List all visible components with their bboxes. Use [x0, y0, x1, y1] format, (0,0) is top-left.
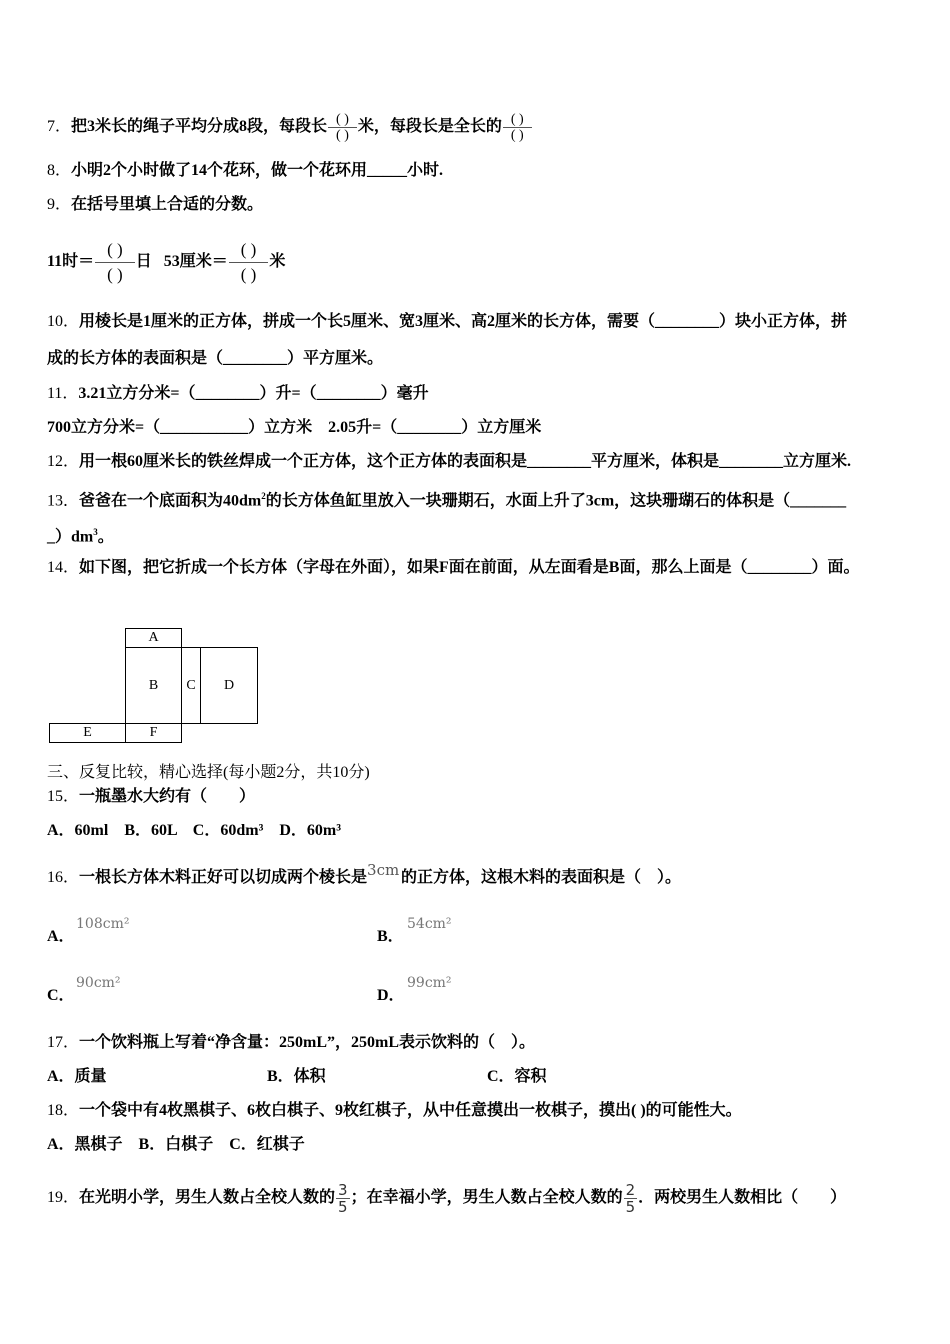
question-13-cont	[47, 522, 114, 547]
fraction	[624, 1182, 638, 1215]
question-16	[47, 861, 682, 888]
q-number: 12．	[47, 453, 80, 470]
question-10	[47, 312, 847, 332]
q13-text: 爸爸在一个底面积为40dm	[79, 492, 262, 510]
face-b: B	[125, 647, 182, 724]
fraction	[336, 1182, 350, 1215]
numerator: ( )	[95, 238, 135, 263]
question-7	[47, 112, 533, 143]
denominator: 5	[625, 1198, 636, 1216]
q10-text: 成的长方体的表面积是（________）平方厘米。	[47, 350, 384, 367]
superscript: 2	[261, 491, 266, 501]
numerator: ( )	[229, 238, 269, 263]
denominator: ( )	[510, 128, 524, 143]
numerator: ( )	[503, 112, 532, 128]
q11-text: 3.21立方分米=（________）升=（________）毫升	[78, 385, 429, 402]
q9-text: 在括号里填上合适的分数。	[71, 196, 264, 213]
q-number: 16．	[47, 869, 80, 886]
q17-option-b[interactable]: B．体积	[267, 1068, 326, 1085]
q8-text: 小明2个小时做了14个花环，做一个花环用_____小时.	[71, 162, 444, 179]
q10-text: 用棱长是1厘米的正方体，拼成一个长5厘米、宽3厘米、高2厘米的长方体，需要（________）块小正方体，拼	[79, 313, 848, 330]
option-value-image: 108cm²	[76, 916, 130, 932]
section-heading: 三、反复比较，精心选择(每小题2分，共10分)	[47, 764, 370, 781]
question-12	[47, 452, 851, 472]
q13-text: _）dm	[47, 528, 94, 546]
q-number: 11．	[47, 385, 79, 402]
face-f: F	[125, 723, 182, 743]
fraction-blank	[95, 238, 135, 287]
denominator: ( )	[336, 128, 349, 143]
q15-text: 一瓶墨水大约有（ ）	[79, 788, 256, 805]
q-number: 13．	[47, 492, 80, 510]
option-label: C．	[47, 987, 75, 1004]
question-8	[47, 161, 443, 181]
q17-option-a[interactable]: A．质量	[47, 1068, 107, 1085]
q12-text: 用一根60厘米长的铁丝焊成一个正方体，这个正方体的表面积是________平方厘米，体积是________立方厘米.	[79, 453, 852, 470]
numerator: 3	[338, 1181, 348, 1199]
question-13	[47, 486, 846, 511]
q-number: 19．	[47, 1189, 80, 1207]
face-e: E	[49, 723, 126, 743]
question-9-items	[47, 238, 285, 287]
numerator: ( )	[328, 112, 357, 128]
question-9	[47, 195, 263, 215]
option-label: A．	[47, 928, 75, 945]
q16-image-text: 3cm	[367, 861, 400, 879]
q14-text: 如下图，把它折成一个长方体（字母在外面），如果F面在前面，从左面看是B面，那么上面是（________）面。	[79, 559, 860, 576]
option-value-image: 90cm²	[76, 975, 121, 991]
q-number: 9．	[47, 196, 72, 213]
q-number: 7．	[47, 118, 72, 136]
question-17	[47, 1033, 535, 1053]
option-value-image: 99cm²	[407, 975, 452, 991]
question-15	[47, 787, 255, 807]
q16-option-c[interactable]	[47, 986, 75, 1006]
fraction-blank	[328, 112, 357, 143]
q13-text: 的长方体鱼缸里放入一块珊期石，水面上升了3cm，这块珊瑚石的体积是（_______	[265, 492, 847, 510]
q-number: 14．	[47, 559, 80, 576]
q11-text: 700立方分米=（___________）立方米 2.05升=（________）立方厘米	[47, 419, 542, 436]
superscript: 3	[93, 527, 98, 537]
q19-text: ；在幸福小学，男生人数占全校人数的	[350, 1189, 623, 1207]
denominator: 5	[338, 1198, 348, 1216]
q-number: 17．	[47, 1034, 80, 1051]
q9-unit: 日	[135, 253, 152, 271]
question-10-cont	[47, 349, 383, 369]
q16-text: 的正方体，这根木料的表面积是（ ）。	[401, 869, 682, 886]
q18-text: 一个袋中有4枚黑棋子、6枚白棋子、9枚红棋子，从中任意摸出一枚棋子，摸出( )的可能性大。	[79, 1102, 742, 1119]
face-a: A	[125, 628, 182, 648]
numerator: 2	[625, 1181, 636, 1199]
q-number: 8．	[47, 162, 72, 179]
q17-text: 一个饮料瓶上写着“净含量：250mL”，250mL表示饮料的（ ）。	[79, 1034, 536, 1051]
q19-text: ．两校男生人数相比（ ）	[638, 1189, 847, 1207]
q17-option-c[interactable]: C．容积	[487, 1068, 547, 1085]
q18-options: A．黑棋子 B．白棋子 C．红棋子	[47, 1136, 305, 1153]
denominator: ( )	[240, 265, 257, 284]
option-label: D．	[377, 987, 405, 1004]
question-18	[47, 1101, 742, 1121]
q15-options: A．60ml B．60L C．60dm³ D．60m³	[47, 822, 342, 839]
question-11-cont	[47, 418, 541, 438]
option-label: B．	[377, 928, 404, 945]
option-value-image: 54cm²	[407, 916, 452, 932]
question-14	[47, 558, 859, 578]
face-c: C	[181, 647, 201, 724]
q13-text: 。	[97, 528, 114, 546]
q9-b: 53厘米＝	[163, 253, 228, 271]
q7-text: 米，每段长是全长的	[357, 118, 502, 136]
denominator: ( )	[107, 265, 123, 284]
q16-text: 一根长方体木料正好可以切成两个棱长是	[79, 869, 368, 886]
question-11	[47, 384, 429, 404]
q9-a: 11时＝	[47, 253, 95, 271]
question-19	[47, 1182, 846, 1215]
q7-text: 把3米长的绳子平均分成8段，每段长	[71, 118, 328, 136]
q19-text: 在光明小学，男生人数占全校人数的	[79, 1189, 336, 1207]
q9-unit: 米	[269, 253, 286, 271]
face-d: D	[200, 647, 258, 724]
q16-option-d[interactable]	[377, 986, 405, 1006]
q-number: 15．	[47, 788, 80, 805]
q-number: 18．	[47, 1102, 80, 1119]
fraction-blank	[503, 112, 532, 143]
fraction-blank	[229, 238, 269, 287]
q16-option-a[interactable]	[47, 927, 75, 947]
q16-option-b[interactable]	[377, 927, 404, 947]
q-number: 10．	[47, 313, 80, 330]
